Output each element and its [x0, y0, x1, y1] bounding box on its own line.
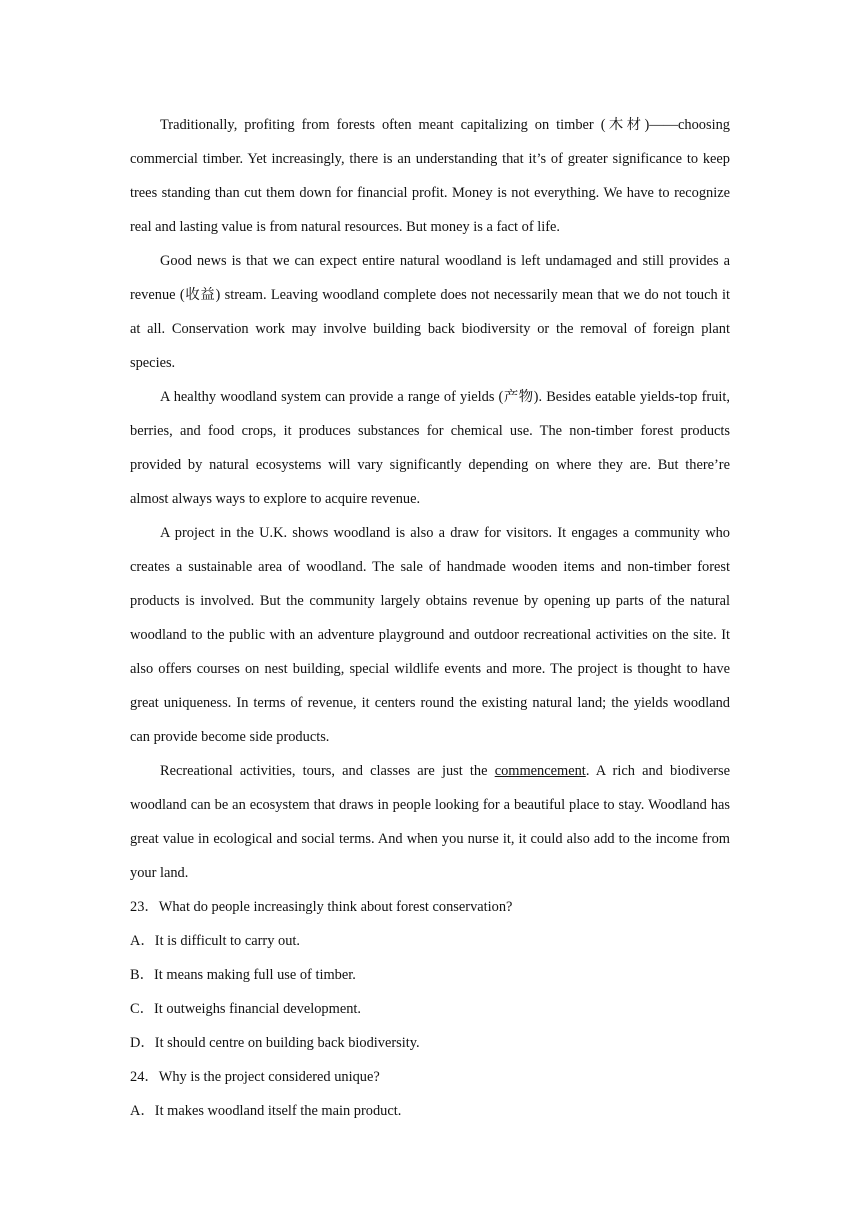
option-b: B．It means making full use of timber.	[130, 967, 356, 983]
question-stem: 24．Why is the project considered unique?	[130, 1069, 380, 1085]
passage-paragraph-1: Traditionally, profiting from forests often meant capitalizing on timber (木材)——choosing commercial timber. Yet increasingly, there is an understanding that it’s of greater significance to keep trees standing than cut them down for financial profit. Money is not everything. We have to recognize real and lasting value is from natural resources. But money is a fact of life.	[130, 117, 730, 235]
passage-paragraph-2: Good news is that we can expect entire natural woodland is left undamaged and still provides a revenue (收益) stream. Leaving woodland complete does not necessarily mean that we do not touch it at all. Conservation work may involve building back biodiversity or the removal of foreign plant species.	[130, 253, 730, 371]
option-d: D．It should centre on building back biodiversity.	[130, 1035, 420, 1051]
passage-paragraph-3: A healthy woodland system can provide a range of yields (产物). Besides eatable yields-top fruit, berries, and food crops, it produces substances for chemical use. The non-timber forest products provided by natural ecosystems will vary significantly depending on where they are. But there’re almost always ways to explore to acquire revenue.	[130, 389, 730, 507]
paragraph-5-rest: . A rich and biodiverse woodland can be an ecosystem that draws in people looking for a beautiful place to stay. Woodland has great value in ecological and social terms. And when you nurse it, it could also add to the income from your land.	[130, 763, 730, 881]
underlined-word: commencement	[494, 763, 586, 779]
document-page	[130, 108, 730, 1128]
option-a: A．It makes woodland itself the main product.	[130, 1103, 402, 1119]
option-c: C．It outweighs financial development.	[130, 1001, 361, 1017]
question-23	[130, 890, 730, 1060]
passage-paragraph-5	[130, 754, 730, 890]
paragraph-5-lead: Recreational activities, tours, and classes are just the	[160, 763, 495, 779]
question-24	[130, 1060, 730, 1128]
option-a: A．It is difficult to carry out.	[130, 933, 300, 949]
passage-paragraph-4: A project in the U.K. shows woodland is also a draw for visitors. It engages a community who creates a sustainable area of woodland. The sale of handmade wooden items and non-timber forest products is involved. But the community largely obtains revenue by opening up parts of the natural woodland to the public with an adventure playground and outdoor recreational activities on the site. It also offers courses on nest building, special wildlife events and more. The project is thought to have great uniqueness. In terms of revenue, it centers round the existing natural land; the yields woodland can provide become side products.	[130, 525, 730, 745]
question-stem: 23．What do people increasingly think about forest conservation?	[130, 899, 513, 915]
